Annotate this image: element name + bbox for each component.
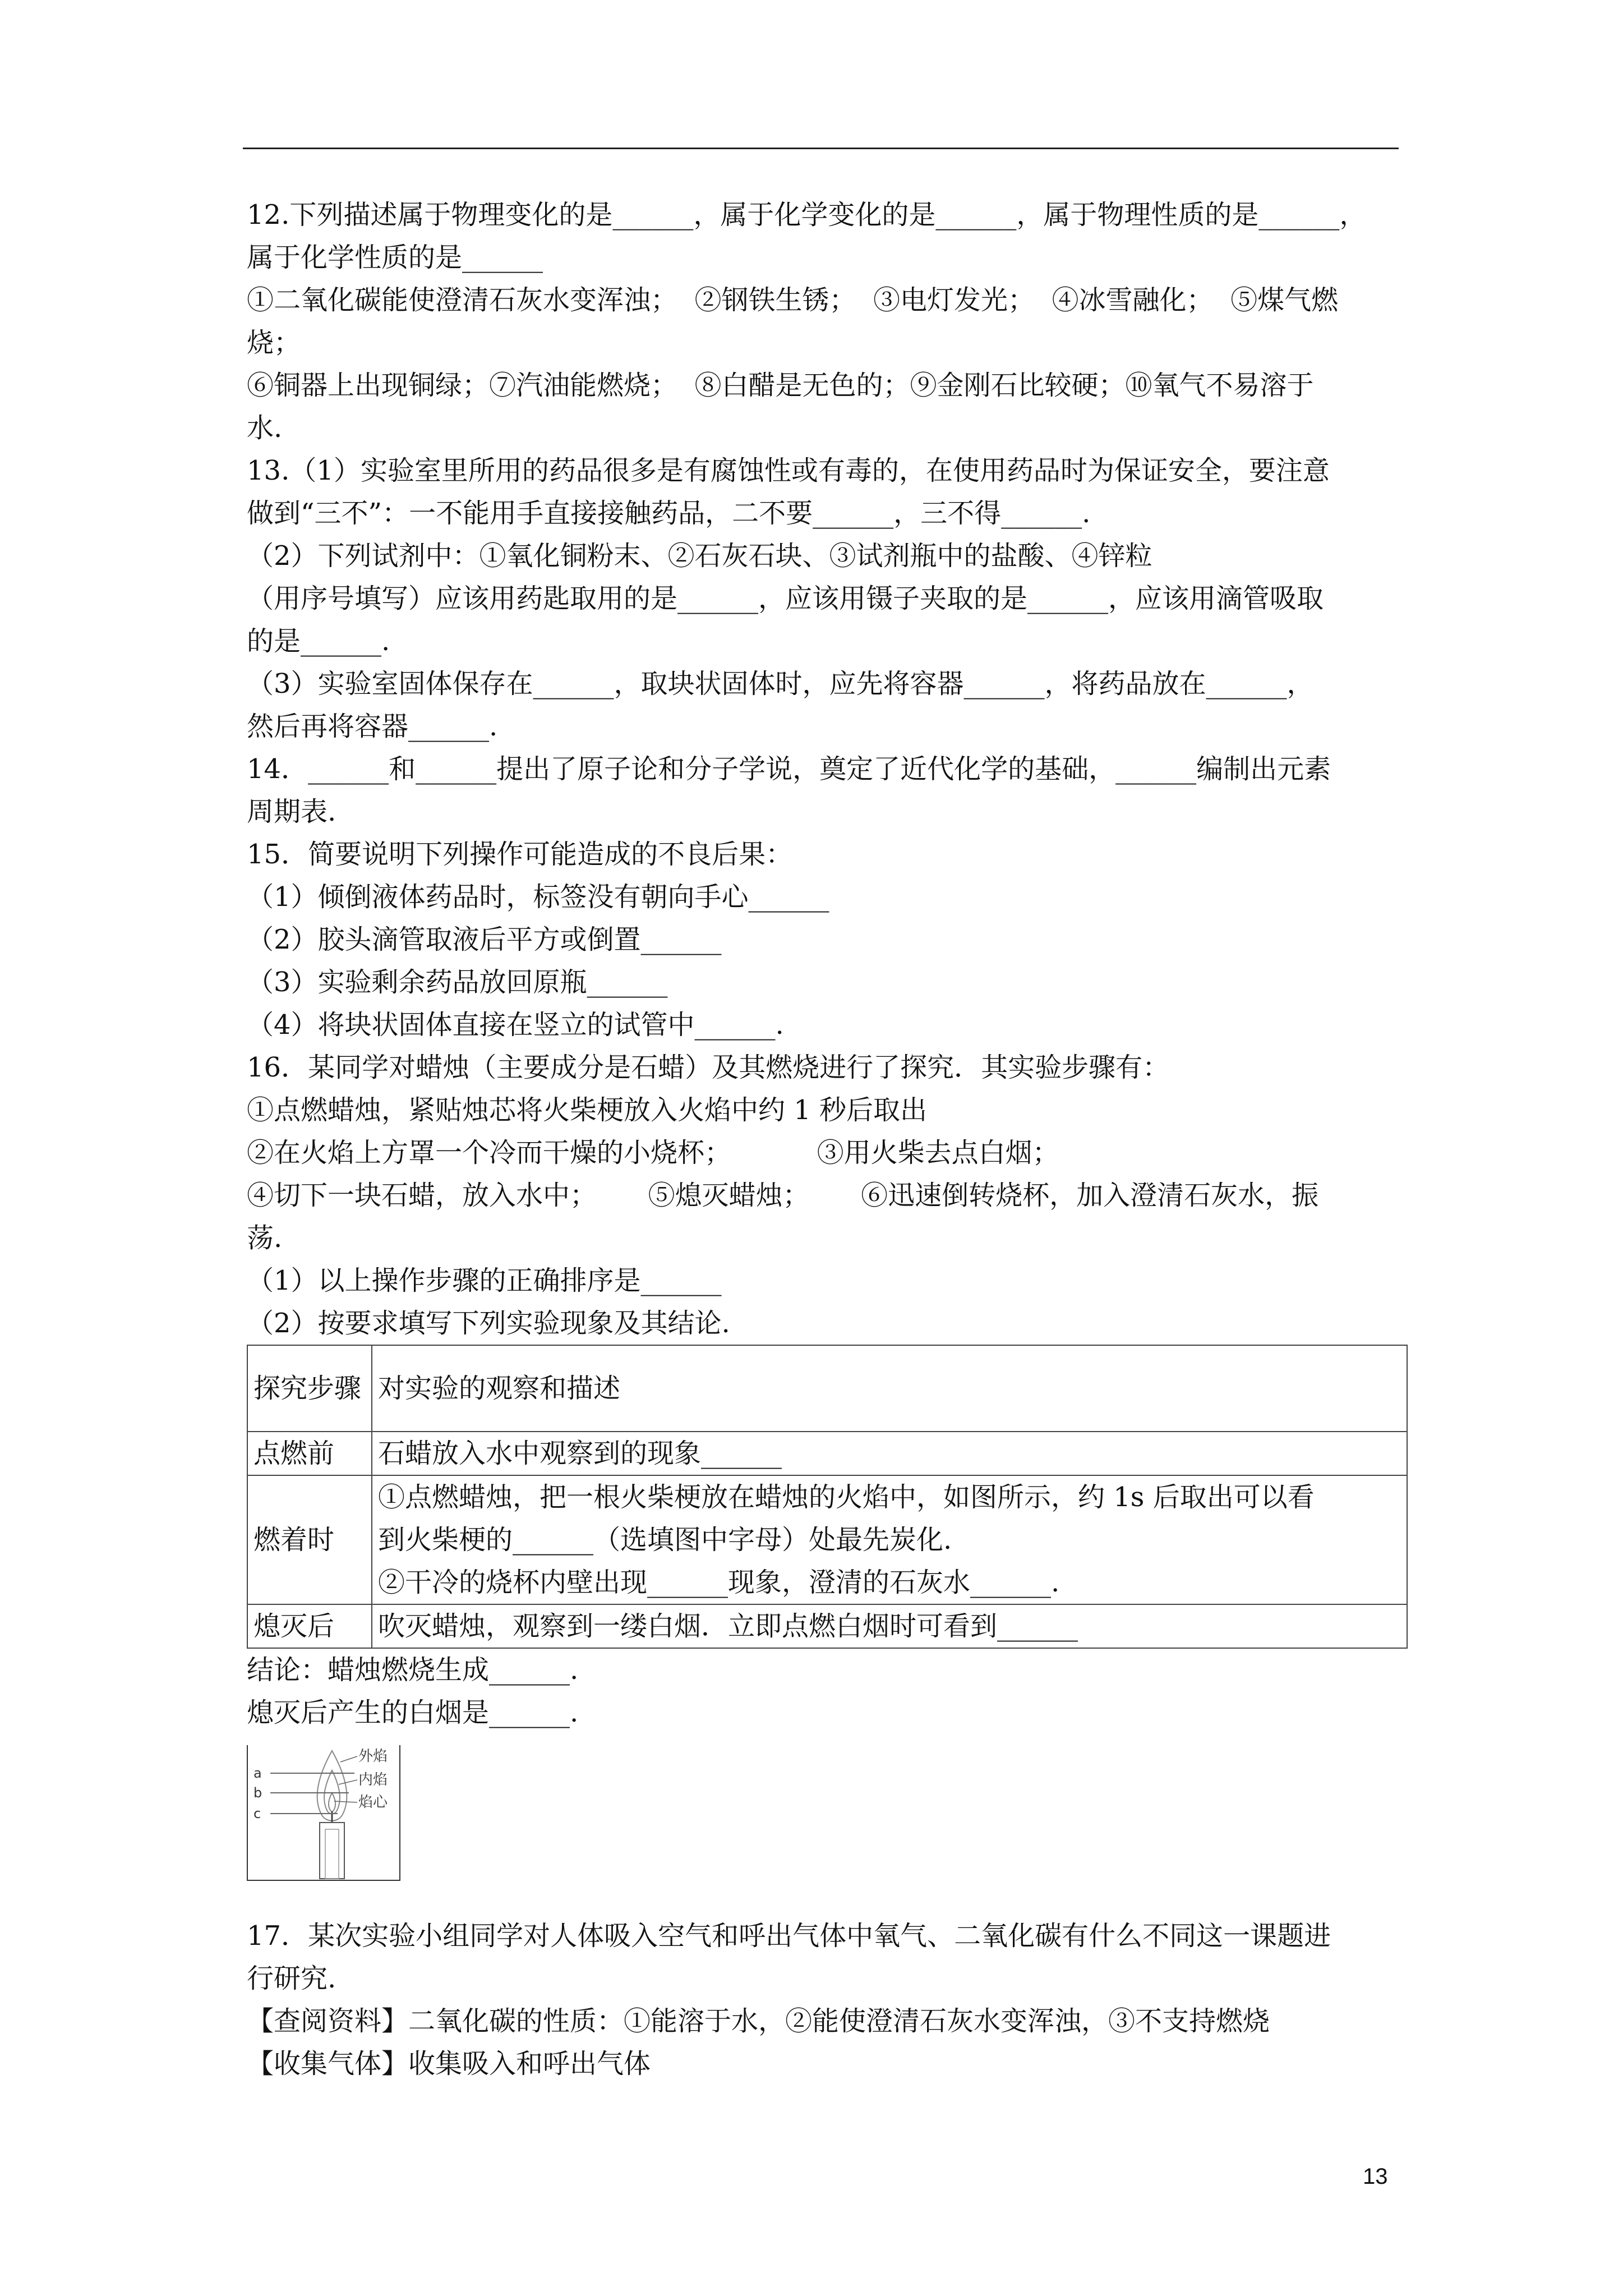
- q17-line: 【查阅资料】二氧化碳的性质：①能溶于水，②能使澄清石灰水变浑浊，③不支持燃烧: [247, 2005, 1270, 2037]
- q13-line: 13.（1）实验室里所用的药品很多是有腐蚀性或有毒的，在使用药品时为保证安全，要注意: [247, 455, 1330, 486]
- candle-flame-figure: [247, 1745, 400, 1881]
- table-cell-line: ①点燃蜡烛，把一根火柴梗放在蜡烛的火焰中，如图所示，约 1s 后取出可以看: [378, 1481, 1315, 1513]
- question-14: [247, 748, 1408, 833]
- figure-label-flame-core: 焰心: [358, 1794, 388, 1811]
- q12-line: 水.: [247, 412, 283, 444]
- header-rule: [243, 148, 1399, 149]
- table-cell: 点燃前: [247, 1432, 372, 1475]
- q16-conclusion: 结论：蜡烛燃烧生成______.: [247, 1654, 579, 1686]
- table-row: [247, 1345, 1407, 1432]
- q16-conclusion: 熄灭后产生的白烟是______.: [247, 1697, 579, 1728]
- q15-line: （2）胶头滴管取液后平方或倒置______: [247, 924, 722, 955]
- q16-line: 16．某同学对蜡烛（主要成分是石蜡）及其燃烧进行了探究．其实验步骤有：: [247, 1052, 1170, 1083]
- q13-line: （2）下列试剂中：①氧化铜粉末、②石灰石块、③试剂瓶中的盐酸、④锌粒: [247, 540, 1152, 572]
- figure-letter-b: b: [253, 1785, 262, 1801]
- table-cell: 吹灭蜡烛，观察到一缕白烟．立即点燃白烟时可看到______: [372, 1604, 1407, 1648]
- q12-line: 12.下列描述属于物理变化的是______，属于化学变化的是______，属于物理性质的是______，: [247, 199, 1367, 231]
- q14-line: 周期表.: [247, 796, 336, 827]
- table-header-cell: 探究步骤: [247, 1345, 372, 1432]
- table-cell: 燃着时: [247, 1475, 372, 1604]
- table-cell: 石蜡放入水中观察到的现象______: [372, 1432, 1407, 1475]
- q13-line: （用序号填写）应该用药匙取用的是______，应该用镊子夹取的是______，应该用滴管吸取: [247, 583, 1324, 614]
- q16-line: ④切下一块石蜡，放入水中； ⑤熄灭蜡烛； ⑥迅速倒转烧杯，加入澄清石灰水，振: [247, 1180, 1319, 1211]
- q12-line: ⑥铜器上出现铜绿；⑦汽油能燃烧； ⑧白醋是无色的；⑨金刚石比较硬；⑩氧气不易溶于: [247, 370, 1314, 401]
- q15-line: （1）倾倒液体药品时，标签没有朝向手心______: [247, 881, 829, 913]
- q15-line: 15．简要说明下列操作可能造成的不良后果：: [247, 839, 793, 870]
- table-cell: 熄灭后: [247, 1604, 372, 1648]
- q12-line: 属于化学性质的是______: [247, 242, 543, 273]
- table-row: [247, 1475, 1407, 1604]
- figure-letter-a: a: [253, 1765, 262, 1781]
- figure-letter-c: c: [253, 1806, 261, 1821]
- q17-line: 17．某次实验小组同学对人体吸入空气和呼出气体中氧气、二氧化碳有什么不同这一课题进: [247, 1920, 1331, 1952]
- q15-line: （3）实验剩余药品放回原瓶______: [247, 967, 668, 998]
- document-body: [247, 194, 1408, 2085]
- q13-line: 的是______.: [247, 625, 390, 657]
- experiment-table: [247, 1345, 1408, 1649]
- q16-line: ②在火焰上方罩一个冷而干燥的小烧杯； ③用火柴去点白烟；: [247, 1137, 1059, 1168]
- candle-flame-diagram: [248, 1745, 399, 1880]
- q16-line: （1）以上操作步骤的正确排序是______: [247, 1265, 722, 1296]
- table-row: [247, 1432, 1407, 1475]
- q13-line: 做到“三不”：一不能用手直接接触药品，二不要______，三不得______.: [247, 498, 1091, 529]
- figure-label-outer-flame: 外焰: [358, 1748, 388, 1765]
- q17-line: 行研究.: [247, 1963, 336, 1994]
- table-header-cell: 对实验的观察和描述: [372, 1345, 1407, 1432]
- q16-line: 荡.: [247, 1222, 283, 1254]
- q12-line: ①二氧化碳能使澄清石灰水变浑浊； ②钢铁生锈； ③电灯发光； ④冰雪融化； ⑤煤气燃: [247, 284, 1339, 316]
- table-cell: [372, 1475, 1407, 1604]
- q16-line: （2）按要求填写下列实验现象及其结论.: [247, 1308, 730, 1339]
- page-number: 13: [1363, 2164, 1388, 2189]
- question-15: [247, 833, 1408, 1046]
- question-12: [247, 194, 1408, 449]
- q17-line: 【收集气体】收集吸入和呼出气体: [247, 2048, 651, 2079]
- question-16: [247, 1046, 1408, 1881]
- q14-line: 14．______和______提出了原子论和分子学说，奠定了近代化学的基础，______编制出元素: [247, 753, 1331, 785]
- table-row: [247, 1604, 1407, 1648]
- q13-line: （3）实验室固体保存在______，取块状固体时，应先将容器______，将药品放在______，: [247, 668, 1314, 700]
- question-13: [247, 449, 1408, 748]
- q15-line: （4）将块状固体直接在竖立的试管中______.: [247, 1009, 784, 1041]
- table-cell-line: ②干冷的烧杯内壁出现______现象，澄清的石灰水______.: [378, 1567, 1060, 1598]
- figure-label-inner-flame: 内焰: [358, 1772, 388, 1788]
- q16-line: ①点燃蜡烛，紧贴烛芯将火柴梗放入火焰中约 1 秒后取出: [247, 1094, 928, 1126]
- q13-line: 然后再将容器______.: [247, 711, 498, 742]
- q12-line: 烧；: [247, 327, 301, 358]
- table-cell-line: 到火柴梗的______（选填图中字母）处最先炭化.: [378, 1524, 952, 1556]
- question-17: [247, 1915, 1408, 2085]
